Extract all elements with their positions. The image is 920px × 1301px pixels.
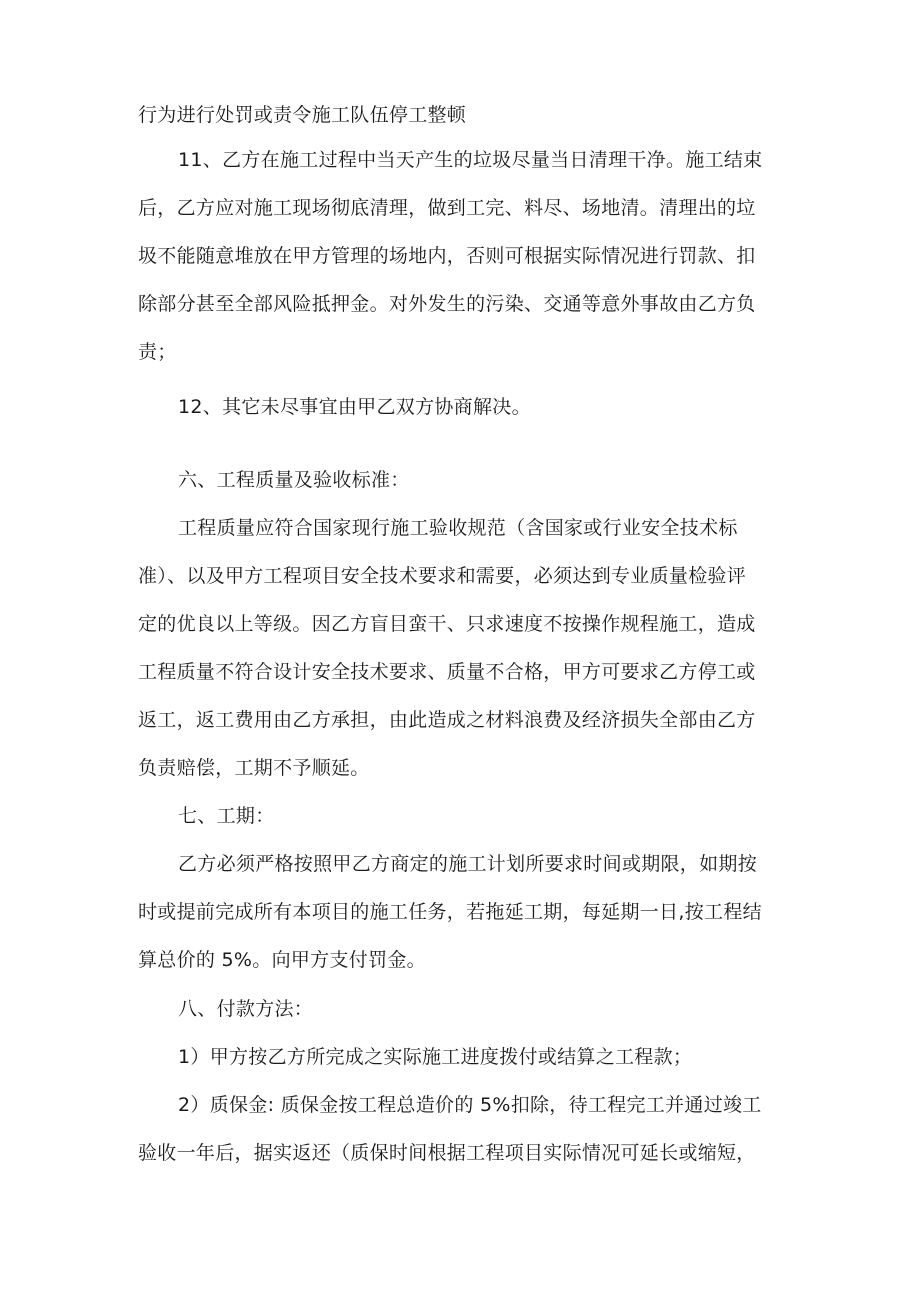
text-line: 负责赔偿，工期不予顺延。 — [138, 757, 370, 779]
text-line: 准）、以及甲方工程项目安全技术要求和需要，必须达到专业质量检验评 — [138, 565, 747, 587]
text-line: 算总价的 5%。向甲方支付罚金。 — [138, 949, 426, 971]
text-line: 圾不能随意堆放在甲方管理的场地内，否则可根据实际情况进行罚款、扣 — [138, 245, 756, 267]
clause-12: 12、其它未尽事宜由甲乙双方协商解决。 — [178, 396, 531, 418]
paragraph-schedule: 乙方必须严格按照甲乙方商定的施工计划所要求时间或期限，如期按 — [178, 853, 758, 875]
text-line: 责； — [138, 341, 177, 363]
section-heading-quality: 六、工程质量及验收标准： — [178, 469, 410, 491]
text-line: 验收一年后，据实返还（质保时间根据工程项目实际情况可延长或缩短， — [138, 1142, 756, 1164]
payment-item-1: 1）甲方按乙方所完成之实际施工进度拨付或结算之工程款； — [178, 1046, 693, 1068]
text-line: 返工，返工费用由乙方承担，由此造成之材料浪费及经济损失全部由乙方 — [138, 709, 756, 731]
text-line: 除部分甚至全部风险抵押金。对外发生的污染、交通等意外事故由乙方负 — [138, 293, 756, 315]
text-line: 定的优良以上等级。因乙方盲目蛮干、只求速度不按操作规程施工，造成 — [138, 613, 756, 635]
text-line: 行为进行处罚或责令施工队伍停工整顿 — [138, 104, 467, 126]
section-heading-payment: 八、付款方法： — [178, 998, 314, 1020]
text-line: 工程质量不符合设计安全技术要求、质量不合格，甲方可要求乙方停工或 — [138, 661, 756, 683]
paragraph-quality: 工程质量应符合国家现行施工验收规范（含国家或行业安全技术标 — [178, 517, 738, 539]
payment-item-2: 2）质保金: 质保金按工程总造价的 5%扣除，待工程完工并通过竣工 — [178, 1094, 762, 1116]
text-line: 后，乙方应对施工现场彻底清理，做到工完、料尽、场地清。清理出的垃 — [138, 197, 756, 219]
section-heading-schedule: 七、工期： — [178, 805, 275, 827]
clause-11: 11、乙方在施工过程中当天产生的垃圾尽量当日清理干净。施工结束 — [178, 149, 763, 171]
text-line: 时或提前完成所有本项目的施工任务，若拖延工期，每延期一日,按工程结 — [138, 901, 762, 923]
